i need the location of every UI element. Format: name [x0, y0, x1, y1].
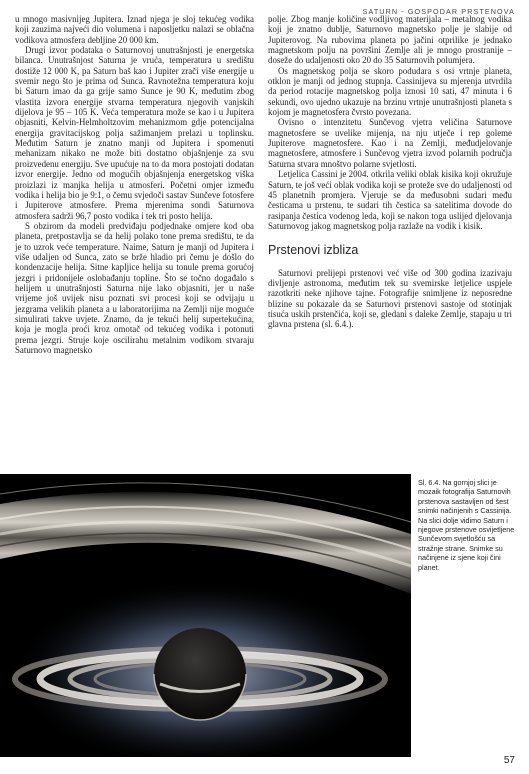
saturn-rings-image [0, 474, 411, 757]
paragraph: Drugi izvor podataka o Saturnovoj unutrašnjosti je energetska bilanca. Unutrašnjost Saturna je vruća, temperatura u središtu dostiže 12 000 K, pa Saturn baš kao i Jupiter zrači više energije u svemir nego što je prima od Sunca. Ravnotežna temperatura koju bi Saturn imao da ga grije samo Sunce je 90 K, međutim zbog vlastita izvora energije stvarna temperatura njegovih vanjskih dijelova je 95 – 105 K. Veća temperatura može se kao i u Jupitera objasniti, Kelvin-Helmholtzovim mehanizmom gdje potencijalna energija gravitacijskog polja sažimanjem prelazi u toplinsku. Međutim Saturn je znatno manji od Jupitera i spomenuti mehanizam nikako ne može biti dostatno objašnjenje za svu proizvedenu energiju. Sve upućuje na to da mora postojati dodatan izvor energije. Jedno od mogućih objašnjenja energetskog viška proizlazi iz manjka helija u atmosferi. Početni omjer između vodika i helija bio je 9:1, o čemu svjedoči sastav Sunčeve fotosfere i Jupiterove atmosfere. Prema mjerenima sondi Saturnova atmosfera sadrži 96,7 posto vodika i tek tri posto helija. [15, 45, 254, 221]
backlit-saturn [10, 579, 390, 757]
paragraph: polje. Zbog manje količine vodljivog materijala – metalnog vodika koji je znatno dublje, Saturnovo magnetsko polje je slabije od Jupiterovog. Na rubovima planeta po jačini otprilike je jednako magnetskom polju na površini Zemlje ali je mnogo prostranije – doseže do udaljenosti oko 20 do 35 Saturnovih polumjera. [268, 14, 512, 66]
running-header: SATURN - GOSPODAR PRSTENOVA [362, 7, 515, 16]
paragraph: Letjelica Cassini je 2004. otkrila veliki oblak kisika koji okružuje Saturn, te još veći oblak vodika koji se proteže sve do udaljenosti od 45 planetnih promjera. Vjeruje se da međusobni sudari među česticama u prstenu, te sudari tih čestica sa satelitima dovode do rasipanja čestica vodenog leda, koji se nakon toga uslijed djelovanja Saturnovog jakog magnetskog polja razlaže na vodik i kisik. [268, 169, 512, 231]
right-column [268, 14, 512, 330]
ring-mosaic [0, 483, 411, 594]
paragraph: Ovisno o intenzitetu Sunčevog vjetra veličina Saturnove magnetosfere se uvelike mijenja, na nju utječe i rep goleme Jupiterove magnetosfere. Kao i na Zemlji, međudjelovanje magnetosfere, atmosfere i Sunčevog vjetra izvod polarnih područja Saturna stvara mnoštvo polarne svjetlosti. [268, 117, 512, 169]
paragraph: S obzirom da modeli predviđaju podjednake omjere kod oba planeta, pretpostavlja se da helij polako tone prema središtu, te da je to uzrok veće temperature. Naime, Saturn je manji od Jupitera i više udaljen od Sunca, zato se brže hladio pri čemu je došlo do kondenzacije helija. Sitne kapljice helija su tonule prema gorućoj jezgri i pridonijele oslobađanju topline. Što se točno događalo s helijem u unutrašnjosti Saturna nije lako objasniti, jer u naše vrijeme još uvijek nisu poznati svi procesi koji se odvijaju u jezgrama velikih planeta a u laboratorijima na Zemlji nije moguće simulirati takve uvjete. Znamo, da je tekući helij supertekućina, koja je mogla proći kroz omotač od tekućeg vodika i potonuti prema jezgri. Struje koje oscilirahu metalnim vodikom stvaraju Saturnovo magnetsko [15, 220, 254, 355]
section-title: Prstenovi izbliza [268, 243, 359, 258]
paragraph: Os magnetskog polja se skoro podudara s osi vrtnje planeta, otklon je manji od jednog stupnja. Cassinijeva su mjerenja utvrdila da period rotacije magnetskog polja iznosi 10 sati, 47 minuta i 6 sekundi, ovo ujedno ukazuje na brzinu vrtnje unutrašnjosti planeta s kojom je magnetosfera čvrsto povezana. [268, 65, 512, 118]
paragraph: u mnogo masivnijeg Jupitera. Iznad njega je sloj tekućeg vodika koji zauzima najveći dio volumena i naposljetku nalazi se oblačna vodikova atmosfera debljine 20 000 km. [15, 14, 254, 45]
page-number: 57 [503, 755, 515, 766]
saturn-rings-photo [0, 474, 411, 757]
paragraph: Saturnovi prelijepi prstenovi već više od 300 godina izazivaju divljenje astronoma, međutim tek su svemirske letjelice uspjele razotkriti neke njihove tajne. Fotografije snimljene iz neposredne blizine su pokazale da se Saturnovi prstenovi sastoje od stotinjak tisuća uskih prstenčića, koji se, gledani s daleke Zemlje, stapaju u tri glavna prstena (sl. 6.4.). [268, 267, 512, 330]
figure-caption: Sl. 6.4. Na gornjoj slici je mozaik fotografija Saturnovih prstenova sastavljen od šest snimki načinjenih s Cassinija. Na slici dolje vidimo Saturn i njegove prstenove osvijetljene Sunčevom svjetlošću sa stražnje strane. Snimke su načinjene iz sjene koji čini planet. [418, 478, 515, 572]
left-column [15, 14, 254, 355]
